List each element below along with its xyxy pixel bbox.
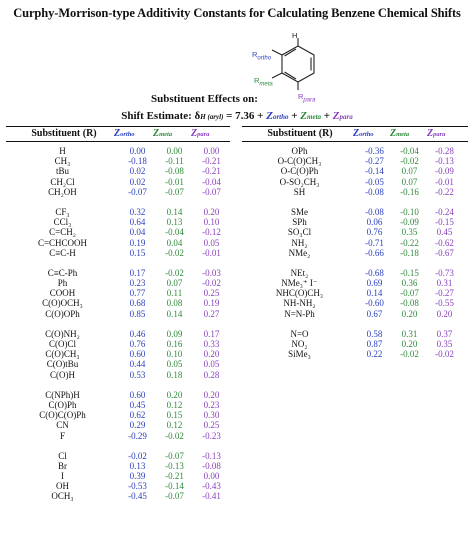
z-para-cell: 0.25 (203, 288, 220, 299)
substituent-cell: NEt₂ (290, 267, 309, 278)
z-meta-cell: -0.10 (400, 206, 419, 217)
z-meta-cell: 0.36 (401, 278, 418, 289)
z-meta-cell: 0.14 (166, 308, 183, 319)
z-meta-cell: -0.22 (400, 237, 419, 248)
z-ortho-cell: 0.60 (129, 389, 146, 400)
z-ortho-cell: 0.14 (366, 288, 383, 299)
table-row (242, 207, 462, 217)
z-para-cell: 0.00 (203, 146, 220, 156)
substituent-cell: NMe₃⁺ I⁻ (281, 278, 318, 289)
z-ortho-cell: -0.53 (128, 481, 147, 492)
table-row (242, 187, 462, 197)
z-meta-cell: -0.09 (400, 217, 419, 228)
z-ortho-cell: 0.32 (129, 206, 146, 217)
table-row (6, 420, 230, 430)
hydrogen-label: H (292, 31, 298, 40)
table-row (242, 146, 462, 156)
z-meta-cell: 0.15 (166, 410, 183, 421)
r-ortho-label: $R_{ortho}$ (252, 50, 272, 62)
z-para-cell: -0.09 (435, 166, 454, 177)
z-meta-cell: 0.10 (166, 349, 183, 360)
z-ortho-cell: -0.14 (365, 166, 384, 177)
right-z-para-header: Zpara (427, 128, 446, 139)
z-meta-cell: -0.16 (400, 186, 419, 197)
z-ortho-cell: 0.67 (366, 308, 383, 319)
substituent-cell: NHC(O)CH₃ (275, 288, 324, 299)
table-row (6, 288, 230, 298)
z-meta-cell: -0.07 (165, 450, 184, 461)
z-meta-cell: -0.07 (165, 186, 184, 197)
table-row (6, 370, 230, 380)
z-ortho-cell: 0.04 (129, 227, 146, 238)
left-constants-table (6, 146, 230, 512)
z-meta-cell: 0.09 (166, 328, 183, 339)
z-meta-cell: 0.16 (166, 339, 183, 349)
z-meta-cell: 0.05 (166, 359, 183, 370)
substituent-cell: O-C(O)Ph (280, 166, 319, 177)
z-para-cell: 0.28 (203, 369, 220, 380)
z-para-cell: -0.24 (435, 206, 454, 217)
table-row (6, 491, 230, 501)
z-para-cell: 0.20 (436, 308, 453, 319)
z-para-cell: 0.20 (203, 389, 220, 400)
substituent-cell: CH₂Cl (50, 176, 75, 187)
z-meta-cell: 0.35 (401, 227, 418, 238)
z-para-cell: -0.01 (202, 247, 221, 258)
z-para-cell: -0.27 (435, 288, 454, 299)
z-para-cell: -0.41 (202, 491, 221, 502)
z-para-cell: 0.31 (436, 278, 453, 289)
z-ortho-cell: 0.64 (129, 217, 146, 228)
substituent-cell: C≡C-H (49, 247, 76, 258)
z-meta-cell: 0.07 (401, 176, 418, 187)
substituent-cell: Br (58, 460, 67, 471)
z-para-cell: 0.35 (436, 339, 453, 349)
z-meta-cell: 0.14 (166, 206, 183, 217)
z-para-cell: 0.37 (436, 328, 453, 339)
table-row (6, 298, 230, 308)
r-para-label: $R_{para}$ (298, 92, 316, 104)
z-para-cell: -0.02 (202, 278, 221, 289)
substituent-cell: C(O)tBu (46, 359, 79, 370)
substituent-cell: Cl (58, 450, 67, 461)
substituent-cell: H (59, 146, 66, 156)
substituent-cell: CH₂OH (48, 186, 77, 197)
z-ortho-cell: -0.05 (365, 176, 384, 187)
z-para-cell: 0.10 (203, 217, 220, 228)
z-ortho-cell: -0.68 (365, 267, 384, 278)
z-para-cell: -0.02 (435, 349, 454, 360)
z-para-cell: 0.27 (203, 308, 220, 319)
table-row (242, 349, 462, 359)
table-row (6, 359, 230, 369)
table-row (6, 278, 230, 288)
substituent-group (6, 207, 230, 258)
header-bottom-rule-left (6, 141, 230, 142)
z-para-cell: -0.04 (202, 176, 221, 187)
z-para-cell: -0.01 (435, 176, 454, 187)
header-top-rule-left (6, 126, 230, 127)
section-subtitle: Substituent Effects on: (151, 93, 258, 105)
substituent-group (6, 451, 230, 502)
substituent-cell: OCH₃ (51, 491, 74, 502)
table-row (6, 217, 230, 227)
z-ortho-cell: 0.15 (129, 247, 146, 258)
left-z-meta-header: Zmeta (153, 128, 173, 139)
z-ortho-cell: -0.08 (365, 206, 384, 217)
table-row (6, 177, 230, 187)
substituent-cell: tBu (55, 166, 69, 177)
substituent-cell: C(O)H (50, 369, 75, 380)
table-row (6, 166, 230, 176)
z-ortho-cell: 0.76 (366, 227, 383, 238)
left-z-ortho-header: Zortho (114, 128, 135, 139)
z-meta-cell: -0.07 (400, 288, 419, 299)
z-meta-cell: -0.02 (165, 430, 184, 441)
z-meta-cell: 0.12 (166, 399, 183, 410)
table-row (6, 349, 230, 359)
substituent-cell: NO₂ (291, 339, 308, 349)
z-ortho-cell: -0.18 (128, 156, 147, 167)
substituent-cell: C(O)OPh (45, 308, 80, 319)
substituent-cell: C=CH₂ (49, 227, 76, 238)
substituent-cell: F (59, 430, 65, 441)
substituent-cell: C(O)C(O)Ph (39, 410, 86, 421)
substituent-cell: COOH (49, 288, 76, 299)
z-para-cell: -0.08 (202, 460, 221, 471)
z-ortho-cell: 0.13 (129, 460, 146, 471)
z-meta-cell: -0.02 (400, 349, 419, 360)
z-meta-cell: 0.18 (166, 369, 183, 380)
z-meta-cell: 0.00 (166, 146, 183, 156)
z-ortho-cell: 0.45 (129, 399, 146, 410)
z-meta-cell: 0.11 (166, 288, 183, 299)
z-para-cell: 0.23 (203, 399, 220, 410)
table-row (6, 471, 230, 481)
z-ortho-cell: -0.27 (365, 156, 384, 167)
substituent-cell: I (61, 471, 64, 482)
z-ortho-cell: -0.07 (128, 186, 147, 197)
substituent-cell: SMe (290, 206, 308, 217)
left-substituent-header: Substituent (R) (31, 128, 97, 139)
z-para-cell: -0.21 (202, 156, 221, 167)
table-row (6, 431, 230, 441)
table-row (242, 329, 462, 339)
substituent-cell: CN (56, 420, 69, 431)
z-meta-cell: -0.11 (165, 156, 184, 167)
z-para-cell: -0.62 (435, 237, 454, 248)
z-ortho-cell: 0.69 (366, 278, 383, 289)
z-para-cell: 0.20 (203, 206, 220, 217)
table-row (242, 298, 462, 308)
z-para-cell: -0.73 (435, 267, 454, 278)
z-meta-cell: 0.13 (166, 217, 183, 228)
substituent-cell: CF₃ (55, 206, 70, 217)
z-ortho-cell: -0.60 (365, 298, 384, 309)
right-constants-table (242, 146, 462, 369)
substituent-cell: O-SO₂CH₃ (279, 176, 320, 187)
substituent-cell: N=N-Ph (284, 308, 315, 319)
z-para-cell: -0.12 (202, 227, 221, 238)
table-row (6, 227, 230, 237)
z-ortho-cell: 0.60 (129, 349, 146, 360)
right-z-meta-header: Zmeta (390, 128, 410, 139)
substituent-group (242, 207, 462, 258)
substituent-cell: NMe₂ (288, 247, 311, 258)
z-meta-cell: -0.01 (165, 176, 184, 187)
z-meta-cell: 0.20 (401, 308, 418, 319)
z-para-cell: 0.30 (203, 410, 220, 421)
z-meta-cell: 0.04 (166, 237, 183, 248)
substituent-cell: SiMe₃ (288, 349, 311, 360)
z-ortho-cell: 0.76 (129, 339, 146, 349)
header-top-rule-right (242, 126, 468, 127)
substituent-cell: C(NPh)H (45, 389, 80, 400)
table-row (242, 278, 462, 288)
z-ortho-cell: -0.36 (365, 146, 384, 156)
table-row (242, 268, 462, 278)
z-para-cell: 0.00 (203, 471, 220, 482)
substituent-cell: C≡C-Ph (47, 267, 78, 278)
substituent-cell: C(O)Cl (49, 339, 76, 349)
z-meta-cell: 0.20 (166, 389, 183, 400)
z-ortho-cell: 0.23 (129, 278, 146, 289)
z-para-cell: 0.20 (203, 349, 220, 360)
z-para-cell: -0.21 (202, 166, 221, 177)
z-ortho-cell: 0.44 (129, 359, 146, 370)
z-ortho-cell: -0.66 (365, 247, 384, 258)
substituent-cell: SH (293, 186, 306, 197)
z-ortho-cell: -0.08 (365, 186, 384, 197)
substituent-group (6, 329, 230, 380)
page-title: Curphy-Morrison-type Additivity Constants for Calculating Benzene Chemical Shifts (13, 6, 461, 20)
substituent-group (6, 390, 230, 441)
table-row (6, 339, 230, 349)
substituent-cell: C(O)NH₂ (45, 328, 80, 339)
z-para-cell: 0.19 (203, 298, 220, 309)
z-ortho-cell: 0.46 (129, 328, 146, 339)
z-meta-cell: 0.31 (401, 328, 418, 339)
substituent-cell: OH (56, 481, 69, 492)
substituent-cell: Ph (57, 278, 68, 289)
table-row (242, 248, 462, 258)
z-ortho-cell: 0.00 (129, 146, 146, 156)
table-row (6, 400, 230, 410)
table-row (242, 166, 462, 176)
table-row (242, 177, 462, 187)
substituent-cell: OPh (291, 146, 308, 156)
z-para-cell: -0.23 (202, 430, 221, 441)
z-ortho-cell: 0.02 (129, 176, 146, 187)
z-para-cell: -0.13 (202, 450, 221, 461)
header-bottom-rule-right (242, 141, 468, 142)
z-para-cell: 0.45 (436, 227, 453, 238)
table-row (242, 227, 462, 237)
z-ortho-cell: 0.29 (129, 420, 146, 431)
table-row (6, 461, 230, 471)
z-para-cell: -0.13 (435, 156, 454, 167)
substituent-cell: CH₃ (54, 156, 71, 167)
substituent-cell: N=O (290, 328, 309, 339)
z-meta-cell: -0.21 (165, 471, 184, 482)
table-row (242, 288, 462, 298)
z-meta-cell: -0.13 (165, 460, 184, 471)
table-row (6, 390, 230, 400)
z-meta-cell: -0.02 (165, 267, 184, 278)
table-row (6, 481, 230, 491)
left-z-para-header: Zpara (191, 128, 210, 139)
z-para-cell: -0.43 (202, 481, 221, 492)
z-ortho-cell: 0.39 (129, 471, 146, 482)
table-row (6, 309, 230, 319)
z-para-cell: 0.05 (203, 237, 220, 248)
z-meta-cell: -0.15 (400, 267, 419, 278)
z-meta-cell: 0.12 (166, 420, 183, 431)
table-row (242, 238, 462, 248)
shift-estimate-formula: Shift Estimate: δH (aryl) = 7.36 + Zortho + Zmeta + Zpara (121, 110, 353, 122)
substituent-cell: C(O)OCH₃ (42, 298, 83, 309)
table-row (6, 248, 230, 258)
substituent-cell: C=CHCOOH (37, 237, 88, 248)
z-ortho-cell: 0.77 (129, 288, 146, 299)
table-row (6, 238, 230, 248)
substituent-group (242, 146, 462, 197)
substituent-cell: C(O)CH₃ (45, 349, 80, 360)
table-row (6, 329, 230, 339)
table-row (6, 207, 230, 217)
z-ortho-cell: 0.87 (366, 339, 383, 349)
substituent-cell: CCl₃ (53, 217, 72, 228)
right-substituent-header: Substituent (R) (267, 128, 333, 139)
substituent-group (6, 268, 230, 319)
table-row (6, 410, 230, 420)
z-para-cell: 0.17 (203, 328, 220, 339)
table-row (242, 309, 462, 319)
substituent-cell: NH-NH₂ (283, 298, 316, 309)
substituent-cell: O-C(O)CH₃ (277, 156, 322, 167)
z-para-cell: -0.07 (202, 186, 221, 197)
z-meta-cell: -0.02 (165, 247, 184, 258)
substituent-cell: SO₃Cl (287, 227, 312, 238)
substituent-group (6, 146, 230, 197)
z-para-cell: -0.67 (435, 247, 454, 258)
z-ortho-cell: 0.53 (129, 369, 146, 380)
z-meta-cell: -0.04 (400, 146, 419, 156)
z-meta-cell: 0.20 (401, 339, 418, 349)
table-row (242, 156, 462, 166)
z-meta-cell: 0.07 (166, 278, 183, 289)
z-ortho-cell: -0.71 (365, 237, 384, 248)
table-row (6, 146, 230, 156)
right-z-ortho-header: Zortho (353, 128, 374, 139)
z-ortho-cell: 0.85 (129, 308, 146, 319)
z-para-cell: 0.05 (203, 359, 220, 370)
z-ortho-cell: 0.62 (129, 410, 146, 421)
z-ortho-cell: -0.45 (128, 491, 147, 502)
z-meta-cell: -0.04 (165, 227, 184, 238)
substituent-cell: NH₂ (291, 237, 308, 248)
z-meta-cell: -0.14 (165, 481, 184, 492)
z-para-cell: -0.15 (435, 217, 454, 228)
z-meta-cell: 0.07 (401, 166, 418, 177)
z-ortho-cell: 0.22 (366, 349, 383, 360)
table-row (242, 339, 462, 349)
z-para-cell: -0.55 (435, 298, 454, 309)
table-row (6, 268, 230, 278)
z-meta-cell: -0.08 (165, 166, 184, 177)
substituent-cell: C(O)Ph (48, 399, 77, 410)
z-meta-cell: -0.18 (400, 247, 419, 258)
z-para-cell: -0.03 (202, 267, 221, 278)
z-meta-cell: -0.07 (165, 491, 184, 502)
z-ortho-cell: 0.17 (129, 267, 146, 278)
z-para-cell: 0.25 (203, 420, 220, 431)
z-para-cell: -0.22 (435, 186, 454, 197)
substituent-group (242, 268, 462, 319)
z-meta-cell: -0.08 (400, 298, 419, 309)
z-ortho-cell: 0.58 (366, 328, 383, 339)
r-meta-label: $R_{meta}$ (254, 76, 273, 88)
table-row (6, 156, 230, 166)
substituent-cell: SPh (292, 217, 307, 228)
table-row (242, 217, 462, 227)
z-ortho-cell: 0.06 (366, 217, 383, 228)
z-ortho-cell: 0.19 (129, 237, 146, 248)
table-row (6, 187, 230, 197)
z-para-cell: 0.33 (203, 339, 220, 349)
z-ortho-cell: 0.68 (129, 298, 146, 309)
z-ortho-cell: -0.29 (128, 430, 147, 441)
z-meta-cell: -0.02 (400, 156, 419, 167)
z-para-cell: -0.28 (435, 146, 454, 156)
z-ortho-cell: 0.02 (129, 166, 146, 177)
z-meta-cell: 0.08 (166, 298, 183, 309)
substituent-group (242, 329, 462, 360)
table-row (6, 451, 230, 461)
z-ortho-cell: -0.02 (128, 450, 147, 461)
